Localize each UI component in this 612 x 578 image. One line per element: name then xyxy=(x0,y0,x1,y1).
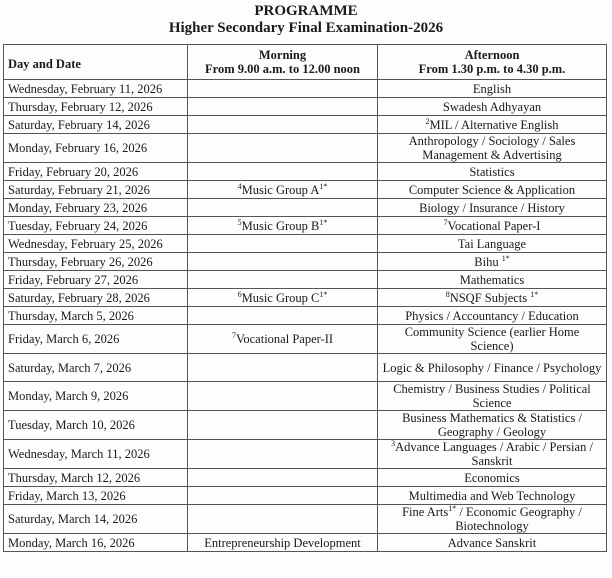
table-row xyxy=(4,235,607,253)
footnote-marker: 2 xyxy=(425,116,430,126)
footnote-marker: 6 xyxy=(237,289,242,299)
afternoon-cell xyxy=(378,163,607,181)
subject-text: Tai Language xyxy=(457,236,527,251)
subject-text: Advance Sanskrit xyxy=(447,535,537,550)
afternoon-cell xyxy=(378,354,607,382)
subject-text: English xyxy=(472,81,512,96)
table-row xyxy=(4,307,607,325)
table-row xyxy=(4,253,607,271)
footnote-marker: 3 xyxy=(391,439,396,448)
afternoon-cell xyxy=(378,382,607,411)
morning-cell xyxy=(188,534,378,552)
table-row xyxy=(4,440,607,469)
afternoon-cell xyxy=(378,505,607,534)
table-row xyxy=(4,80,607,98)
morning-cell xyxy=(188,469,378,487)
header-afternoon-time: From 1.30 p.m. to 4.30 p.m. xyxy=(418,62,566,76)
afternoon-cell xyxy=(378,98,607,116)
subject-text: Computer Science & Application xyxy=(408,182,576,197)
afternoon-cell xyxy=(378,289,607,307)
subject-text: Mathematics xyxy=(459,272,525,287)
table-row xyxy=(4,271,607,289)
table-row xyxy=(4,411,607,440)
morning-cell xyxy=(188,440,378,469)
header-morning-time: From 9.00 a.m. to 12.00 noon xyxy=(205,62,360,76)
table-row xyxy=(4,354,607,382)
morning-cell xyxy=(188,80,378,98)
afternoon-cell xyxy=(378,325,607,354)
afternoon-cell xyxy=(378,181,607,199)
table-row xyxy=(4,217,607,235)
subject-text: Logic & Philosophy / Finance / Psychology xyxy=(382,360,602,375)
subject-text: Swadesh Adhyayan xyxy=(442,99,542,114)
morning-cell xyxy=(188,289,378,307)
day-date-cell: Wednesday, February 11, 2026 xyxy=(4,80,188,98)
footnote-marker: 1* xyxy=(319,289,328,299)
day-date-cell: Tuesday, February 24, 2026 xyxy=(4,217,188,235)
subject-text: Economics xyxy=(464,470,520,485)
table-row xyxy=(4,534,607,552)
footnote-marker: 7 xyxy=(231,331,236,340)
table-row xyxy=(4,98,607,116)
table-row xyxy=(4,382,607,411)
header-morning-label: Morning xyxy=(258,48,307,62)
subject-text-rest: / Economic Geography / Biotechnology xyxy=(455,505,582,533)
subject-text: NSQF Subjects xyxy=(449,290,531,305)
morning-cell xyxy=(188,354,378,382)
morning-cell xyxy=(188,253,378,271)
afternoon-cell xyxy=(378,440,607,469)
afternoon-cell xyxy=(378,469,607,487)
footnote-marker: 1* xyxy=(448,504,457,513)
afternoon-cell xyxy=(378,271,607,289)
day-date-cell: Monday, March 16, 2026 xyxy=(4,534,188,552)
table-row xyxy=(4,134,607,163)
morning-cell xyxy=(188,163,378,181)
day-date-cell: Saturday, February 28, 2026 xyxy=(4,289,188,307)
table-row xyxy=(4,505,607,534)
afternoon-cell xyxy=(378,199,607,217)
day-date-cell: Monday, February 16, 2026 xyxy=(4,134,188,163)
subject-text: Entrepreneurship Development xyxy=(204,535,361,550)
day-date-cell: Saturday, February 21, 2026 xyxy=(4,181,188,199)
subject-text: Anthropology / Sociology / Sales Management & Advertising xyxy=(408,134,576,162)
day-date-cell: Friday, February 20, 2026 xyxy=(4,163,188,181)
subject-text: Music Group A xyxy=(241,182,320,197)
footnote-marker: 1* xyxy=(501,253,510,263)
table-row xyxy=(4,181,607,199)
table-row xyxy=(4,199,607,217)
day-date-cell: Wednesday, February 25, 2026 xyxy=(4,235,188,253)
day-date-cell: Thursday, February 12, 2026 xyxy=(4,98,188,116)
morning-cell xyxy=(188,325,378,354)
afternoon-cell xyxy=(378,487,607,505)
table-row xyxy=(4,487,607,505)
afternoon-cell xyxy=(378,217,607,235)
day-date-cell: Thursday, February 26, 2026 xyxy=(4,253,188,271)
footnote-marker: 7 xyxy=(443,217,448,227)
morning-cell xyxy=(188,382,378,411)
subject-text: Multimedia and Web Technology xyxy=(408,488,576,503)
morning-cell xyxy=(188,235,378,253)
subject-text: Physics / Accountancy / Education xyxy=(405,308,579,323)
header-morning xyxy=(188,45,378,80)
subject-text: Community Science (earlier Home Science) xyxy=(404,325,580,353)
footnote-marker: 8 xyxy=(445,289,450,299)
morning-cell xyxy=(188,271,378,289)
afternoon-cell xyxy=(378,235,607,253)
table-row xyxy=(4,325,607,354)
footnote-marker: 4 xyxy=(237,181,242,191)
document-subtitle: Higher Secondary Final Examination-2026 xyxy=(168,20,444,36)
day-date-cell: Tuesday, March 10, 2026 xyxy=(4,411,188,440)
afternoon-cell xyxy=(378,116,607,134)
afternoon-cell xyxy=(378,253,607,271)
subject-text: Bihu xyxy=(474,254,502,269)
day-date-cell: Thursday, March 5, 2026 xyxy=(4,307,188,325)
morning-cell xyxy=(188,199,378,217)
afternoon-cell xyxy=(378,534,607,552)
morning-cell xyxy=(188,505,378,534)
table-header-row xyxy=(4,45,607,80)
day-date-cell: Friday, March 6, 2026 xyxy=(4,325,188,354)
morning-cell xyxy=(188,181,378,199)
table-row xyxy=(4,289,607,307)
subject-text: Statistics xyxy=(469,164,515,179)
day-date-cell: Saturday, March 7, 2026 xyxy=(4,354,188,382)
header-day-date: Day and Date xyxy=(4,45,188,80)
footnote-marker: 1* xyxy=(530,289,539,299)
subject-text: MIL / Alternative English xyxy=(429,117,559,132)
morning-cell xyxy=(188,98,378,116)
afternoon-cell xyxy=(378,411,607,440)
footnote-marker: 1* xyxy=(319,217,328,227)
header-afternoon xyxy=(378,45,607,80)
day-date-cell: Saturday, March 14, 2026 xyxy=(4,505,188,534)
subject-text: Biology / Insurance / History xyxy=(419,200,565,215)
afternoon-cell xyxy=(378,134,607,163)
subject-text: Music Group B xyxy=(241,218,320,233)
subject-text: Vocational Paper-I xyxy=(447,218,541,233)
subject-text: Music Group C xyxy=(241,290,320,305)
morning-cell xyxy=(188,487,378,505)
header-afternoon-label: Afternoon xyxy=(464,48,520,62)
afternoon-cell xyxy=(378,307,607,325)
exam-schedule-table xyxy=(3,44,607,552)
subject-text: Advance Languages / Arabic / Persian / Sanskrit xyxy=(395,440,593,468)
day-date-cell: Saturday, February 14, 2026 xyxy=(4,116,188,134)
subject-text: Business Mathematics & Statistics / Geography / Geology xyxy=(402,411,582,439)
morning-cell xyxy=(188,134,378,163)
morning-cell xyxy=(188,411,378,440)
morning-cell xyxy=(188,116,378,134)
subject-text: Vocational Paper-II xyxy=(235,332,334,346)
day-date-cell: Thursday, March 12, 2026 xyxy=(4,469,188,487)
morning-cell xyxy=(188,307,378,325)
day-date-cell: Wednesday, March 11, 2026 xyxy=(4,440,188,469)
document-title: PROGRAMME xyxy=(254,3,358,19)
table-row xyxy=(4,163,607,181)
subject-text: Chemistry / Business Studies / Political Science xyxy=(393,382,591,410)
table-row xyxy=(4,116,607,134)
day-date-cell: Friday, March 13, 2026 xyxy=(4,487,188,505)
footnote-marker: 1* xyxy=(319,181,328,191)
subject-text: Fine Arts xyxy=(402,505,449,519)
day-date-cell: Monday, March 9, 2026 xyxy=(4,382,188,411)
day-date-cell: Monday, February 23, 2026 xyxy=(4,199,188,217)
morning-cell xyxy=(188,217,378,235)
day-date-cell: Friday, February 27, 2026 xyxy=(4,271,188,289)
footnote-marker: 5 xyxy=(237,217,242,227)
table-row xyxy=(4,469,607,487)
afternoon-cell xyxy=(378,80,607,98)
